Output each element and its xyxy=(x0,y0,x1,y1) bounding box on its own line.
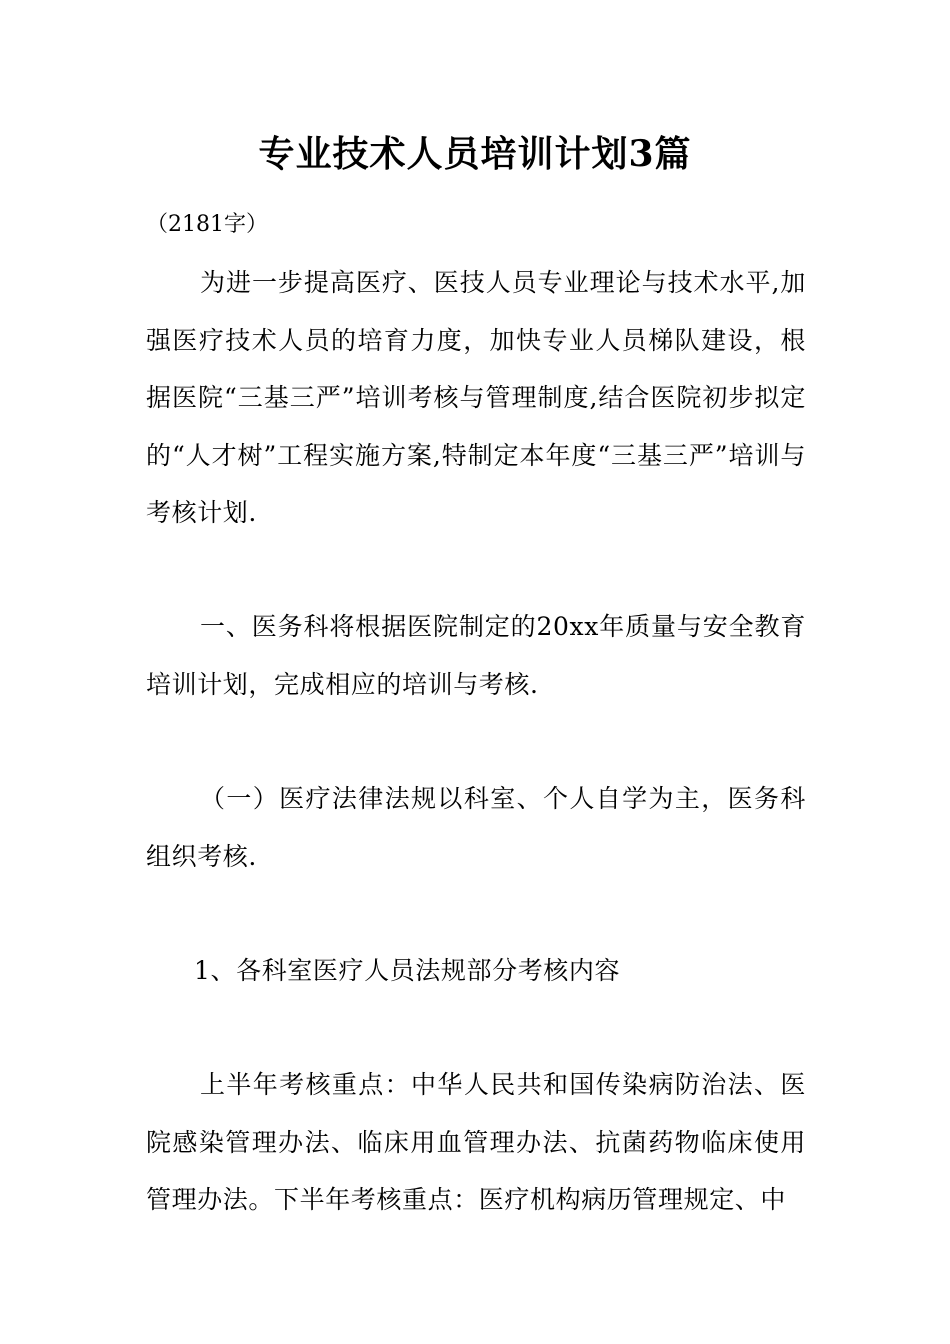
paragraph-item-1: 1、各科室医疗人员法规部分考核内容 xyxy=(194,956,621,985)
paragraph-intro: 为进一步提高医疗、医技人员专业理论与技术水平,加强医疗技术人员的培育力度，加快专业人员梯队建设，根据医院“三基三严”培训考核与管理制度,结合医院初步拟定的“人才树”工程实施方案,特制定本年度“三基三严”培训与考核计划. xyxy=(146,268,806,527)
paragraph-subsection-1: （一）医疗法律法规以科室、个人自学为主，医务科组织考核. xyxy=(146,784,806,871)
paragraph-section-1: 一、医务科将根据医院制定的20xx年质量与安全教育培训计划，完成相应的培训与考核. xyxy=(146,612,806,699)
document-title: 专业技术人员培训计划3篇 xyxy=(258,133,692,175)
word-count: （2181字） xyxy=(146,212,268,237)
paragraph-exam-focus: 上半年考核重点：中华人民共和国传染病防治法、医院感染管理办法、临床用血管理办法、抗菌药物临床使用管理办法。下半年考核重点：医疗机构病历管理规定、中 xyxy=(146,1070,806,1214)
